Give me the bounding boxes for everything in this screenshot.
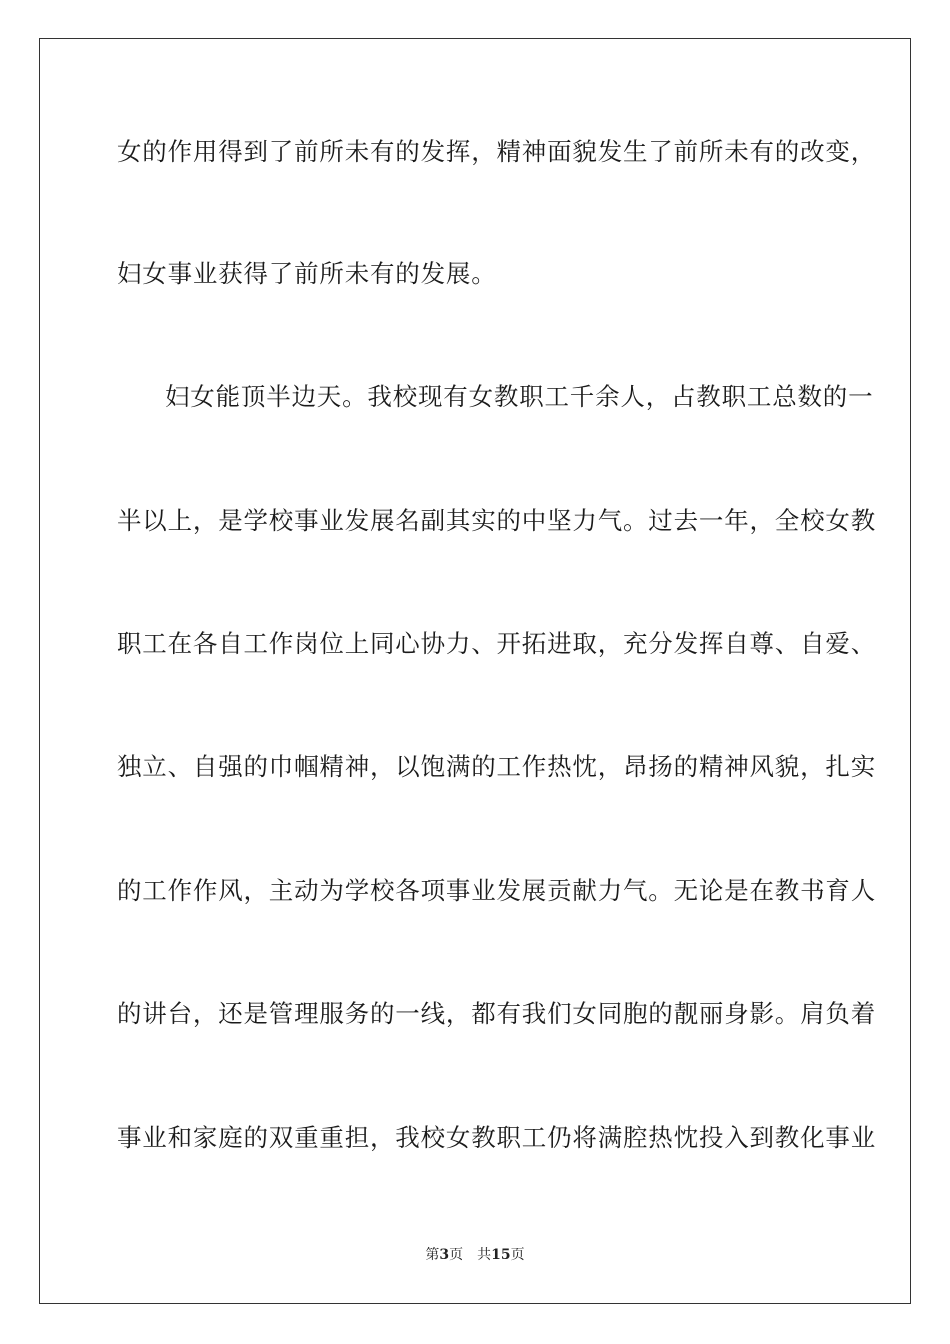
current-page-number: 3	[439, 1247, 450, 1263]
page-prefix: 第	[425, 1247, 440, 1263]
body-text-line-6: 独立、自强的巾帼精神，以饱满的工作热忱，昂扬的精神风貌，扎实	[117, 752, 876, 781]
body-text-line-2: 妇女事业获得了前所未有的发展。	[117, 259, 497, 288]
body-text-line-5: 职工在各自工作岗位上同心协力、开拓进取，充分发挥自尊、自爱、	[117, 629, 876, 658]
page-border	[39, 38, 911, 1304]
body-text-line-4: 半以上，是学校事业发展名副其实的中坚力气。过去一年，全校女教	[117, 506, 876, 535]
body-text-line-9: 事业和家庭的双重重担，我校女教职工仍将满腔热忱投入到教化事业	[117, 1123, 876, 1152]
page-suffix: 页	[449, 1247, 464, 1263]
total-suffix: 页	[510, 1247, 525, 1263]
page-number-footer	[0, 1246, 950, 1264]
body-text-line-7: 的工作作风，主动为学校各项事业发展贡献力气。无论是在教书育人	[117, 876, 876, 905]
total-page-count: 15	[491, 1247, 511, 1263]
body-text-line-3: 妇女能顶半边天。我校现有女教职工千余人，占教职工总数的一	[165, 382, 874, 411]
body-text-line-1: 女的作用得到了前所未有的发挥，精神面貌发生了前所未有的改变，	[117, 137, 876, 166]
total-prefix: 共	[477, 1247, 492, 1263]
body-text-line-8: 的讲台，还是管理服务的一线，都有我们女同胞的靓丽身影。肩负着	[117, 999, 876, 1028]
